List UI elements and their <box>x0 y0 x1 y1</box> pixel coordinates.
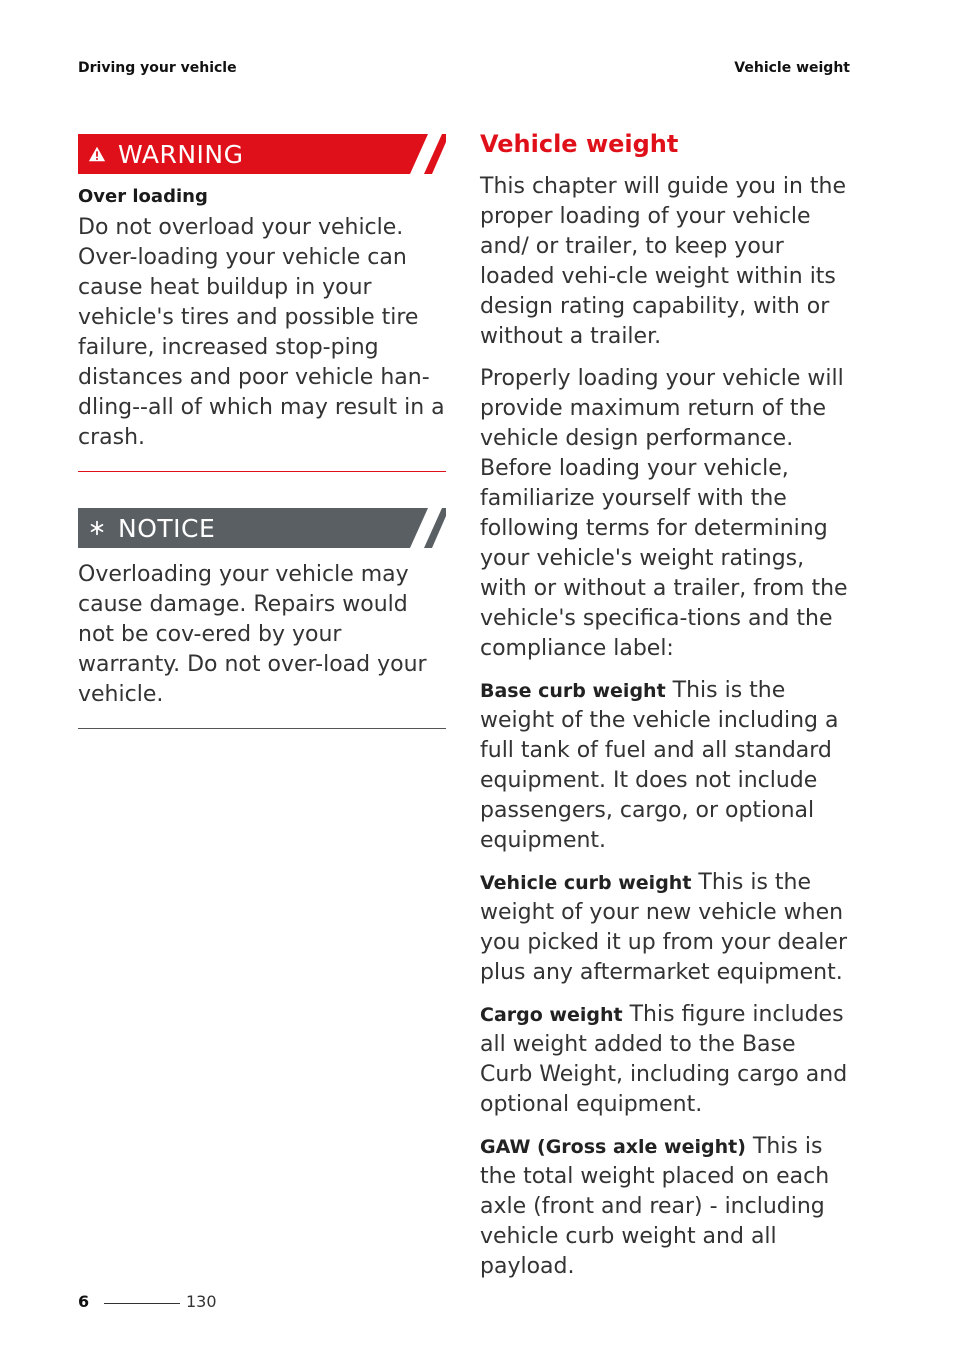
notice-divider <box>78 728 446 729</box>
banner-slash-decoration <box>376 134 446 174</box>
running-header-section: Vehicle weight <box>734 60 850 76</box>
notice-text: Overloading your vehicle may cause damage. Repairs would not be cov-ered by your warranty. Do not over-load your vehicle. <box>78 562 427 707</box>
term-description: This is the weight of your new vehicle when you picked it up from your dealer plus any aftermarket equipment. <box>480 870 847 985</box>
running-header-chapter: Driving your vehicle <box>78 60 237 76</box>
notice-banner <box>78 508 446 548</box>
warning-banner <box>78 134 446 174</box>
term-definition <box>480 1000 850 1120</box>
banner-slash-decoration <box>376 508 446 548</box>
warning-heading: Over loading <box>78 186 208 207</box>
term-label: GAW (Gross axle weight) <box>480 1136 746 1158</box>
footer-page-number: 130 <box>186 1292 217 1311</box>
warning-divider <box>78 471 446 472</box>
term-definition <box>480 1132 850 1282</box>
warning-text: Do not overload your vehicle. Over-loading your vehicle can cause heat buildup in your vehicle's tires and possible tire failure, increased stop-ping distances and poor vehicle han-dling--all of which may result in a crash. <box>78 215 445 450</box>
right-column <box>480 130 850 1294</box>
term-label: Cargo weight <box>480 1004 623 1026</box>
section-title: Vehicle weight <box>480 130 679 158</box>
term-description: This is the total weight placed on each axle (front and rear) - including vehicle curb weight and all payload. <box>480 1134 830 1279</box>
footer-divider <box>104 1303 180 1304</box>
intro-paragraph-2: Properly loading your vehicle will provide maximum return of the vehicle design performance. Before loading your vehicle, familiarize yourself with the following terms for determining your vehicle's weight ratings, with or without a trailer, from the vehicle's specifica-tions and the compliance label: <box>480 366 848 661</box>
footer-chapter-number: 6 <box>78 1292 90 1311</box>
notice-block <box>78 508 446 729</box>
left-column <box>78 134 446 729</box>
term-definition <box>480 868 850 988</box>
asterisk-icon <box>88 519 106 537</box>
notice-label: NOTICE <box>118 513 216 543</box>
term-description: This figure includes all weight added to the Base Curb Weight, including cargo and optional equipment. <box>480 1002 848 1117</box>
warning-triangle-icon <box>88 145 106 163</box>
warning-label: WARNING <box>118 139 244 169</box>
term-description: This is the weight of the vehicle including a full tank of fuel and all standard equipment. It does not include passengers, cargo, or optional equipment. <box>480 678 839 853</box>
term-label: Vehicle curb weight <box>480 872 692 894</box>
intro-paragraph-1: This chapter will guide you in the proper loading of your vehicle and/ or trailer, to keep your loaded vehi-cle weight within its design rating capability, with or without a trailer. <box>480 174 847 349</box>
term-definition <box>480 676 850 856</box>
term-label: Base curb weight <box>480 680 666 702</box>
